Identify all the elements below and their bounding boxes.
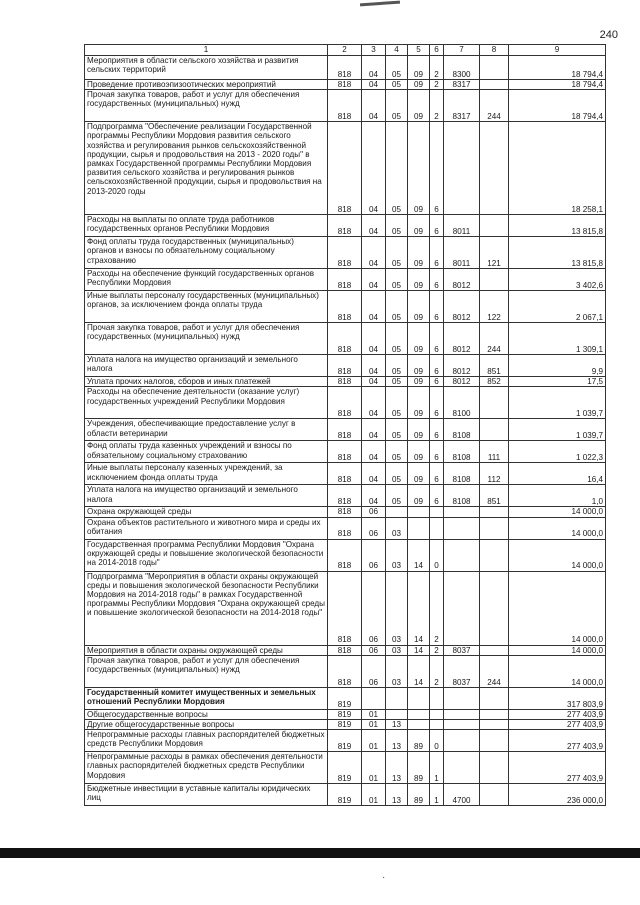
row-code-cell: 05 [386,419,408,441]
table-row [85,784,606,806]
row-code-cell [386,687,408,709]
row-code-cell [480,720,509,730]
row-code-cell: 6 [430,377,444,387]
table-row [85,323,606,355]
row-code-cell: 05 [386,215,408,237]
row-code-cell: 89 [408,730,430,752]
row-code-cell: 6 [430,269,444,291]
row-code-cell: 09 [408,323,430,355]
row-code-cell: 6 [430,355,444,377]
row-code-cell [444,752,480,784]
row-amount-cell: 1 022,3 [509,441,606,463]
row-code-cell: 03 [386,517,408,539]
row-code-cell: 04 [362,441,386,463]
row-name-cell: Расходы на обеспечение функций государственных органов Республики Мордовия [85,269,328,291]
row-code-cell: 09 [408,419,430,441]
row-code-cell: 04 [362,80,386,90]
table-row [85,387,606,419]
header-row [85,45,606,56]
row-code-cell: 03 [386,645,408,655]
row-code-cell: 818 [328,80,362,90]
row-amount-cell: 277 403,9 [509,730,606,752]
row-code-cell: 04 [362,463,386,485]
row-name-cell: Проведение противоэпизоотических мероприятий [85,80,328,90]
row-name-cell: Государственный комитет имущественных и земельных отношений Республики Мордовия [85,687,328,709]
row-code-cell: 819 [328,752,362,784]
row-code-cell: 13 [386,784,408,806]
table-row [85,645,606,655]
row-name-cell: Мероприятия в области сельского хозяйства и развития сельских территорий [85,56,328,80]
row-code-cell: 06 [362,517,386,539]
row-code-cell: 09 [408,387,430,419]
row-code-cell: 8100 [444,387,480,419]
table-row [85,687,606,709]
row-name-cell: Непрограммные расходы главных распорядителей бюджетных средств Республики Мордовия [85,730,328,752]
row-name-cell: Государственная программа Республики Мордовия "Охрана окружающей среды и повышение экологической безопасности на 2014-2018 годы" [85,539,328,571]
row-code-cell: 6 [430,387,444,419]
row-amount-cell: 1,0 [509,485,606,507]
row-code-cell: 818 [328,463,362,485]
row-code-cell: 818 [328,419,362,441]
row-code-cell: 8300 [444,56,480,80]
row-code-cell [480,752,509,784]
row-code-cell: 818 [328,215,362,237]
table-row [85,237,606,269]
row-code-cell: 6 [430,419,444,441]
row-code-cell: 6 [430,485,444,507]
row-code-cell: 8108 [444,419,480,441]
row-code-cell: 8012 [444,377,480,387]
row-code-cell: 8012 [444,355,480,377]
row-amount-cell: 18 258,1 [509,122,606,215]
row-code-cell: 05 [386,80,408,90]
row-code-cell [430,720,444,730]
row-code-cell: 8012 [444,269,480,291]
row-code-cell: 05 [386,355,408,377]
row-code-cell: 244 [480,90,509,122]
row-code-cell: 818 [328,56,362,80]
row-code-cell: 818 [328,539,362,571]
row-code-cell: 09 [408,215,430,237]
row-code-cell: 8317 [444,80,480,90]
row-amount-cell: 1 039,7 [509,387,606,419]
row-code-cell: 819 [328,687,362,709]
row-code-cell: 0 [430,730,444,752]
row-name-cell: Уплата налога на имущество организаций и земельного налога [85,355,328,377]
row-code-cell: 8108 [444,485,480,507]
row-code-cell: 14 [408,655,430,687]
table-row [85,507,606,517]
row-amount-cell: 18 794,4 [509,90,606,122]
row-code-cell: 819 [328,709,362,719]
row-amount-cell: 14 000,0 [509,539,606,571]
row-code-cell: 6 [430,291,444,323]
row-code-cell: 818 [328,387,362,419]
row-code-cell: 8037 [444,655,480,687]
row-code-cell: 06 [362,655,386,687]
row-code-cell: 2 [430,80,444,90]
row-code-cell [444,730,480,752]
row-code-cell: 09 [408,355,430,377]
table-row [85,122,606,215]
row-code-cell [386,507,408,517]
row-code-cell [430,517,444,539]
header-cell: 4 [386,45,408,56]
row-name-cell: Подпрограмма "Мероприятия в области охраны окружающей среды и повышения экологической безопасности Республики Мордовия на 2014-2018 годы" в рамках Государственной программы Республики Мордовия "Охрана окружающей среды и повышение экологической безопасности на 2014-2018 годы" [85,571,328,645]
row-code-cell: 819 [328,720,362,730]
row-code-cell: 05 [386,237,408,269]
row-code-cell: 09 [408,291,430,323]
row-name-cell: Уплата налога на имущество организаций и земельного налога [85,485,328,507]
row-code-cell: 01 [362,752,386,784]
row-code-cell: 818 [328,441,362,463]
row-code-cell: 04 [362,215,386,237]
row-code-cell: 4700 [444,784,480,806]
row-amount-cell: 14 000,0 [509,645,606,655]
row-name-cell: Фонд оплаты труда государственных (муниципальных) органов и взносы по обязательному социальному страхованию [85,237,328,269]
row-code-cell: 851 [480,485,509,507]
row-code-cell: 8012 [444,291,480,323]
header-cell: 6 [430,45,444,56]
row-code-cell: 852 [480,377,509,387]
row-name-cell: Прочая закупка товаров, работ и услуг для обеспечения государственных (муниципальных) нужд [85,90,328,122]
table-row [85,291,606,323]
row-code-cell: 818 [328,377,362,387]
row-code-cell: 122 [480,291,509,323]
row-code-cell: 818 [328,655,362,687]
row-code-cell: 818 [328,122,362,215]
row-name-cell: Учреждения, обеспечивающие предоставление услуг в области ветеринарии [85,419,328,441]
row-name-cell: Фонд оплаты труда казенных учреждений и взносы по обязательному социальному страхованию [85,441,328,463]
row-code-cell: 14 [408,645,430,655]
table-row [85,517,606,539]
budget-table [84,44,606,806]
row-code-cell: 6 [430,122,444,215]
table-row [85,720,606,730]
row-code-cell: 05 [386,56,408,80]
row-name-cell: Иные выплаты персоналу казенных учреждений, за исключением фонда оплаты труда [85,463,328,485]
row-code-cell: 2 [430,645,444,655]
row-code-cell [408,687,430,709]
table-row [85,90,606,122]
row-name-cell: Прочая закупка товаров, работ и услуг для обеспечения государственных (муниципальных) нужд [85,655,328,687]
table-row [85,419,606,441]
row-code-cell: 04 [362,291,386,323]
row-code-cell: 06 [362,539,386,571]
row-code-cell: 06 [362,645,386,655]
row-code-cell: 05 [386,323,408,355]
row-code-cell: 8011 [444,215,480,237]
row-amount-cell: 17,5 [509,377,606,387]
row-name-cell: Бюджетные инвестиции в уставные капиталы юридических лиц [85,784,328,806]
row-code-cell: 1 [430,752,444,784]
row-code-cell: 01 [362,730,386,752]
row-code-cell: 1 [430,784,444,806]
row-code-cell: 09 [408,122,430,215]
row-code-cell: 04 [362,485,386,507]
row-code-cell: 04 [362,56,386,80]
row-amount-cell: 277 403,9 [509,709,606,719]
row-code-cell: 8108 [444,463,480,485]
row-code-cell: 04 [362,387,386,419]
row-code-cell: 818 [328,291,362,323]
row-name-cell: Расходы на обеспечение деятельности (оказание услуг) государственных учреждений Республики Мордовия [85,387,328,419]
row-amount-cell: 13 815,8 [509,237,606,269]
row-code-cell: 8108 [444,441,480,463]
row-code-cell: 01 [362,720,386,730]
row-code-cell: 89 [408,784,430,806]
header-cell: 1 [85,45,328,56]
row-code-cell [408,507,430,517]
row-code-cell: 2 [430,571,444,645]
row-amount-cell: 317 803,9 [509,687,606,709]
row-code-cell [480,387,509,419]
row-code-cell: 8037 [444,645,480,655]
table-row [85,752,606,784]
row-code-cell: 06 [362,507,386,517]
row-code-cell: 2 [430,655,444,687]
row-code-cell [444,571,480,645]
row-code-cell: 6 [430,441,444,463]
row-code-cell [408,517,430,539]
row-code-cell: 04 [362,237,386,269]
row-code-cell: 09 [408,485,430,507]
row-code-cell: 09 [408,56,430,80]
row-code-cell: 2 [430,56,444,80]
row-code-cell: 04 [362,122,386,215]
table-row [85,730,606,752]
row-code-cell [444,507,480,517]
row-code-cell: 818 [328,507,362,517]
row-amount-cell: 9,9 [509,355,606,377]
header-cell: 9 [509,45,606,56]
row-name-cell: Мероприятия в области охраны окружающей среды [85,645,328,655]
row-code-cell: 2 [430,90,444,122]
row-code-cell: 13 [386,720,408,730]
row-code-cell [444,539,480,571]
row-code-cell: 05 [386,485,408,507]
row-code-cell: 09 [408,269,430,291]
row-code-cell [444,709,480,719]
row-code-cell: 09 [408,377,430,387]
row-code-cell [480,269,509,291]
row-code-cell [480,517,509,539]
row-code-cell: 111 [480,441,509,463]
scan-artifact-mark [360,1,400,7]
row-code-cell: 818 [328,645,362,655]
row-code-cell: 818 [328,237,362,269]
header-cell: 2 [328,45,362,56]
row-amount-cell: 18 794,4 [509,56,606,80]
row-code-cell: 819 [328,784,362,806]
row-code-cell [430,507,444,517]
row-code-cell [480,730,509,752]
row-code-cell [362,687,386,709]
row-amount-cell: 3 402,6 [509,269,606,291]
row-code-cell: 13 [386,752,408,784]
row-name-cell: Подпрограмма "Обеспечение реализации Государственной программы Республики Мордовия развития сельского хозяйства и регулирования рынков сельскохозяйственной продукции, сырья и продовольствия на 2013 - 2020 годы" в рамках Государственной программы Республики Мордовия развития сельского хозяйства и регулирования рынков сельскохозяйственной продукции, сырья и продовольствия на 2013-2020 годы [85,122,328,215]
row-amount-cell: 16,4 [509,463,606,485]
row-code-cell: 05 [386,441,408,463]
row-code-cell: 6 [430,323,444,355]
row-code-cell [444,517,480,539]
row-code-cell: 112 [480,463,509,485]
row-code-cell: 851 [480,355,509,377]
row-code-cell: 8317 [444,90,480,122]
header-cell: 8 [480,45,509,56]
header-cell: 7 [444,45,480,56]
table-row [85,463,606,485]
row-code-cell [480,122,509,215]
row-amount-cell: 1 309,1 [509,323,606,355]
row-code-cell: 244 [480,655,509,687]
row-code-cell: 818 [328,485,362,507]
row-code-cell [408,720,430,730]
row-code-cell: 05 [386,122,408,215]
row-code-cell: 8012 [444,323,480,355]
table-row [85,377,606,387]
row-code-cell: 04 [362,323,386,355]
table-row [85,215,606,237]
row-name-cell: Непрограммные расходы в рамках обеспечения деятельности главных распорядителей бюджетных средств Республики Мордовия [85,752,328,784]
row-code-cell: 14 [408,571,430,645]
row-code-cell: 13 [386,730,408,752]
row-code-cell: 04 [362,90,386,122]
row-code-cell: 09 [408,80,430,90]
table-body [85,56,606,806]
row-code-cell [480,645,509,655]
row-amount-cell: 1 039,7 [509,419,606,441]
row-code-cell: 09 [408,90,430,122]
row-name-cell: Другие общегосударственные вопросы [85,720,328,730]
row-amount-cell: 14 000,0 [509,507,606,517]
row-code-cell: 818 [328,571,362,645]
row-code-cell: 09 [408,237,430,269]
row-amount-cell: 14 000,0 [509,655,606,687]
row-code-cell [480,215,509,237]
row-code-cell: 818 [328,355,362,377]
row-code-cell: 05 [386,387,408,419]
row-code-cell: 818 [328,323,362,355]
row-code-cell: 89 [408,752,430,784]
row-code-cell: 14 [408,539,430,571]
row-code-cell: 8011 [444,237,480,269]
table-row [85,269,606,291]
row-name-cell: Охрана окружающей среды [85,507,328,517]
row-code-cell [480,571,509,645]
row-code-cell: 04 [362,355,386,377]
row-code-cell: 818 [328,269,362,291]
row-amount-cell: 13 815,8 [509,215,606,237]
row-code-cell [430,709,444,719]
row-code-cell: 05 [386,269,408,291]
row-code-cell: 121 [480,237,509,269]
row-name-cell: Иные выплаты персоналу государственных (муниципальных) органов, за исключением фонда оплаты труда [85,291,328,323]
table-row [85,56,606,80]
row-code-cell: 06 [362,571,386,645]
table-row [85,571,606,645]
row-amount-cell: 2 067,1 [509,291,606,323]
row-code-cell [444,720,480,730]
row-amount-cell: 18 794,4 [509,80,606,90]
row-code-cell [480,539,509,571]
table-row [85,655,606,687]
row-code-cell: 05 [386,463,408,485]
row-code-cell: 6 [430,237,444,269]
row-code-cell: 0 [430,539,444,571]
table-row [85,441,606,463]
row-code-cell: 05 [386,291,408,323]
row-code-cell [480,687,509,709]
row-code-cell: 01 [362,784,386,806]
row-code-cell: 09 [408,441,430,463]
row-name-cell: Расходы на выплаты по оплате труда работников государственных органов Республики Мордовия [85,215,328,237]
row-code-cell: 05 [386,377,408,387]
row-amount-cell: 14 000,0 [509,517,606,539]
row-code-cell [444,687,480,709]
row-code-cell [480,709,509,719]
row-code-cell [480,784,509,806]
row-code-cell [480,80,509,90]
row-code-cell: 09 [408,463,430,485]
row-code-cell: 244 [480,323,509,355]
row-code-cell: 818 [328,517,362,539]
row-amount-cell: 277 403,9 [509,752,606,784]
row-code-cell: 01 [362,709,386,719]
row-code-cell: 05 [386,90,408,122]
row-code-cell: 03 [386,571,408,645]
row-code-cell: 6 [430,463,444,485]
row-code-cell: 818 [328,90,362,122]
row-code-cell [480,419,509,441]
row-code-cell: 6 [430,215,444,237]
row-code-cell [480,56,509,80]
row-name-cell: Прочая закупка товаров, работ и услуг для обеспечения государственных (муниципальных) нужд [85,323,328,355]
table-row [85,539,606,571]
row-code-cell: 04 [362,377,386,387]
table-row [85,355,606,377]
row-name-cell: Охрана объектов растительного и животного мира и среды их обитания [85,517,328,539]
table-row [85,80,606,90]
row-code-cell [480,507,509,517]
scan-bottom-bar [0,848,640,858]
row-code-cell [444,122,480,215]
row-amount-cell: 236 000,0 [509,784,606,806]
row-code-cell: 819 [328,730,362,752]
page-number: 240 [599,29,618,41]
row-amount-cell: 277 403,9 [509,720,606,730]
row-amount-cell: 14 000,0 [509,571,606,645]
table-row [85,485,606,507]
row-code-cell [430,687,444,709]
scan-artifact-dot: · [382,872,386,883]
row-code-cell: 04 [362,419,386,441]
row-code-cell [408,709,430,719]
header-cell: 5 [408,45,430,56]
row-name-cell: Уплата прочих налогов, сборов и иных платежей [85,377,328,387]
row-code-cell: 03 [386,539,408,571]
row-code-cell: 04 [362,269,386,291]
row-code-cell [386,709,408,719]
row-name-cell: Общегосударственные вопросы [85,709,328,719]
row-code-cell: 03 [386,655,408,687]
table-row [85,709,606,719]
header-cell: 3 [362,45,386,56]
